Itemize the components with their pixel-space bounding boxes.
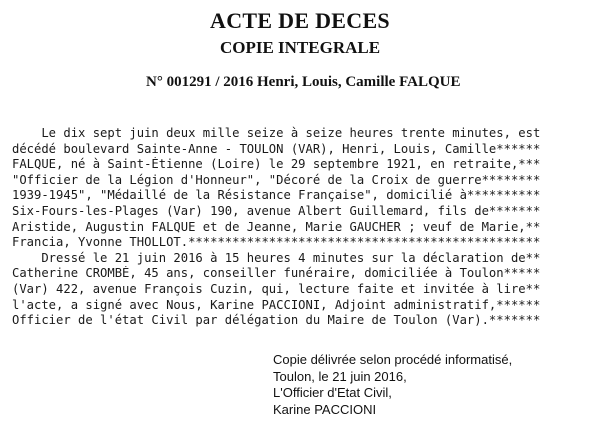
act-reference: N° 001291 / 2016 Henri, Louis, Camille FALQUE: [146, 74, 461, 90]
act-body: [12, 126, 592, 329]
body-line: FALQUE, né à Saint-Étienne (Loire) le 29 septembre 1921, en retraite,***: [12, 157, 541, 172]
document-title: ACTE DE DECES: [210, 8, 390, 33]
body-line: Six-Fours-les-Plages (Var) 190, avenue Albert Guillemard, fils de*******: [12, 203, 541, 218]
body-line: Le dix sept juin deux mille seize à seize heures trente minutes, est: [12, 126, 541, 140]
body-line: (Var) 422, avenue François Cuzin, qui, lecture faite et invitée à lire**: [12, 281, 541, 296]
body-line: Officier de l'état Civil par délégation du Maire de Toulon (Var).*******: [12, 313, 541, 328]
signature-line: L'Officier d'Etat Civil,: [273, 385, 392, 400]
body-line: Catherine CROMBÉ, 45 ans, conseiller funéraire, domiciliée à Toulon*****: [12, 266, 541, 281]
body-line: décédé boulevard Sainte-Anne - TOULON (VAR), Henri, Louis, Camille******: [12, 141, 541, 156]
body-line: Aristide, Augustin FALQUE et de Jeanne, Marie GAUCHER ; veuf de Marie,**: [12, 219, 541, 234]
body-line: 1939-1945", "Médaillé de la Résistance Française", domicilié à**********: [12, 188, 541, 203]
body-line: l'acte, a signé avec Nous, Karine PACCIONI, Adjoint administratif,******: [12, 297, 541, 312]
signature-line: Toulon, le 21 juin 2016,: [273, 368, 407, 384]
signature-line: Karine PACCIONI: [273, 401, 377, 417]
body-line: Dressé le 21 juin 2016 à 15 heures 4 minutes sur la déclaration de**: [12, 250, 541, 265]
signature-block: [273, 352, 593, 418]
document-subtitle: COPIE INTEGRALE: [219, 38, 381, 57]
signature-line: Copie délivrée selon procédé informatisé,: [273, 352, 513, 367]
body-line: "Officier de la Légion d'Honneur", "Décoré de la Croix de guerre********: [12, 172, 541, 187]
body-line: Francia, Yvonne THOLLOT.************************************************: [12, 235, 541, 250]
